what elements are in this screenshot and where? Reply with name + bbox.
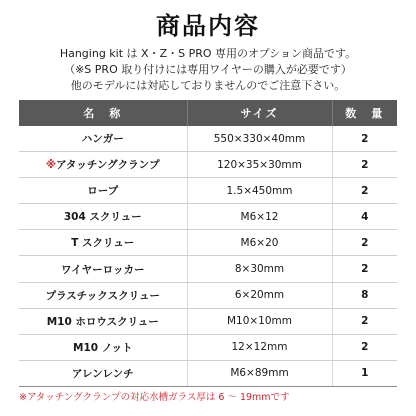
table-row <box>19 126 397 152</box>
item-quantity: 8 <box>332 282 397 308</box>
item-size: M6×12 <box>187 204 332 230</box>
table-row <box>19 360 397 386</box>
item-size: 12×12mm <box>187 334 332 360</box>
item-name: M10 ホロウスクリュー <box>46 315 159 328</box>
intro-line: Hanging kit は X・Z・S PRO 専用のオプション商品です。 <box>59 47 357 60</box>
table-body <box>19 126 397 386</box>
item-size: 550×330×40mm <box>187 126 332 152</box>
item-name: プラスチックスクリュー <box>45 289 160 302</box>
item-quantity: 2 <box>332 230 397 256</box>
table-row <box>19 152 397 178</box>
table-row <box>19 334 397 360</box>
page-title: 商品内容 <box>156 12 260 40</box>
item-name-cell <box>19 282 187 308</box>
item-name-cell <box>19 178 187 204</box>
table-row <box>19 282 397 308</box>
item-quantity: 2 <box>332 152 397 178</box>
item-quantity: 2 <box>332 178 397 204</box>
item-name-cell <box>19 334 187 360</box>
item-name: アタッチングクランプ <box>56 159 160 172</box>
table-row <box>19 256 397 282</box>
item-name-cell <box>19 256 187 282</box>
item-name-cell <box>19 152 187 178</box>
item-size: 8×30mm <box>187 256 332 282</box>
note-mark: ※ <box>45 159 57 172</box>
item-name-cell <box>19 360 187 386</box>
table-header-row <box>19 100 397 126</box>
item-size: M6×89mm <box>187 360 332 386</box>
item-name: ワイヤーロッカー <box>61 263 145 276</box>
header-name: 名 称 <box>19 100 187 126</box>
item-name-cell <box>19 126 187 152</box>
table-row <box>19 230 397 256</box>
item-name: ハンガー <box>81 133 124 146</box>
table-row <box>19 204 397 230</box>
item-quantity: 2 <box>332 256 397 282</box>
table-row <box>19 308 397 334</box>
intro-text <box>0 46 416 94</box>
item-quantity: 2 <box>332 334 397 360</box>
item-name: アレンレンチ <box>71 367 134 380</box>
contents-table <box>19 100 397 387</box>
item-name: 304 スクリュー <box>63 211 142 224</box>
item-name-cell <box>19 308 187 334</box>
item-quantity: 1 <box>332 360 397 386</box>
item-quantity: 2 <box>332 308 397 334</box>
item-quantity: 2 <box>332 126 397 152</box>
header-size: サイズ <box>187 100 332 126</box>
item-name: T スクリュー <box>71 237 135 250</box>
clamp-note: ※アタッチングクランプの対応水槽ガラス厚は 6 ～ 19mmです <box>19 392 290 403</box>
item-size: 1.5×450mm <box>187 178 332 204</box>
item-size: M10×10mm <box>187 308 332 334</box>
header-quantity: 数 量 <box>332 100 397 126</box>
intro-line: 他のモデルには対応しておりませんのでご注意下さい。 <box>70 79 346 92</box>
item-size: 120×35×30mm <box>187 152 332 178</box>
intro-line: （※S PRO 取り付けには専用ワイヤーの購入が必要です） <box>64 63 352 76</box>
item-name: ロープ <box>87 185 119 198</box>
item-size: 6×20mm <box>187 282 332 308</box>
table-row <box>19 178 397 204</box>
item-size: M6×20 <box>187 230 332 256</box>
item-name-cell <box>19 204 187 230</box>
item-name-cell <box>19 230 187 256</box>
item-quantity: 4 <box>332 204 397 230</box>
item-name: M10 ノット <box>73 341 133 354</box>
